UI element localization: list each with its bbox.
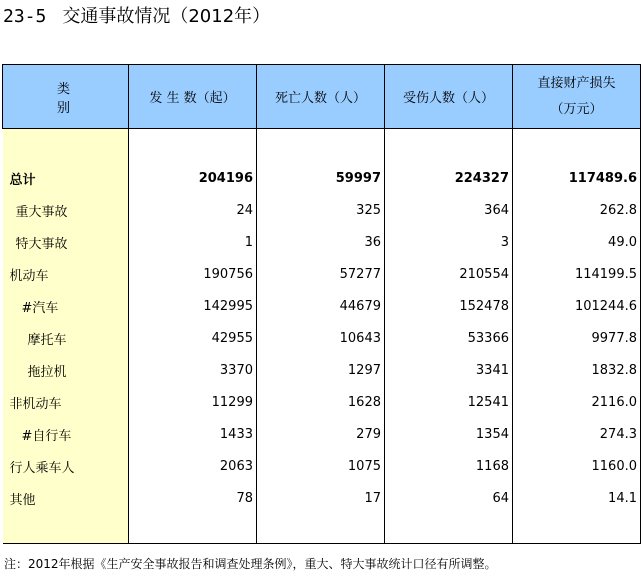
cell-injured: 1354: [385, 418, 513, 450]
row-label: 行人乘车人: [3, 450, 129, 482]
row-label: 重大事故: [3, 194, 129, 226]
cell-incidents: 1433: [129, 418, 257, 450]
page-title: [3, 4, 270, 30]
cell-injured: 210554: [385, 258, 513, 290]
cell-incidents: 11299: [129, 386, 257, 418]
cell-loss: 101244.6: [513, 290, 641, 322]
cell-loss: 1160.0: [513, 450, 641, 482]
cell-deaths: 10643: [257, 322, 385, 354]
cell-injured: 224327: [385, 162, 513, 194]
cell-loss: 114199.5: [513, 258, 641, 290]
cell-injured: 364: [385, 194, 513, 226]
cell-deaths: 59997: [257, 162, 385, 194]
cell-loss: 117489.6: [513, 162, 641, 194]
table-row: [3, 162, 641, 194]
cell-deaths: 279: [257, 418, 385, 450]
cell-deaths: 44679: [257, 290, 385, 322]
header-incidents: 发 生 数（起）: [129, 65, 257, 129]
cell-deaths: 1075: [257, 450, 385, 482]
cell-injured: 152478: [385, 290, 513, 322]
table-row: [3, 450, 641, 482]
cell-injured: 3341: [385, 354, 513, 386]
cell-deaths: 325: [257, 194, 385, 226]
table-row: [3, 322, 641, 354]
header-loss-line2: （万元）: [550, 101, 603, 117]
table-row: [3, 354, 641, 386]
row-label: 机动车: [3, 258, 129, 290]
cell-incidents: 78: [129, 482, 257, 514]
cell-injured: 53366: [385, 322, 513, 354]
cell-incidents: 142995: [129, 290, 257, 322]
row-label: 总计: [3, 162, 129, 194]
table-title: 交通事故情况（2012年）: [62, 6, 271, 27]
cell-incidents: 190756: [129, 258, 257, 290]
cell-incidents: 3370: [129, 354, 257, 386]
spacer-row: [3, 129, 641, 163]
cell-deaths: 36: [257, 226, 385, 258]
cell-loss: 1832.8: [513, 354, 641, 386]
row-label: 非机动车: [3, 386, 129, 418]
table-row: [3, 418, 641, 450]
cell-loss: 2116.0: [513, 386, 641, 418]
cell-incidents: 1: [129, 226, 257, 258]
traffic-accident-table: [2, 64, 641, 544]
cell-deaths: 57277: [257, 258, 385, 290]
table-row: [3, 482, 641, 514]
header-loss: [513, 65, 641, 129]
cell-injured: 64: [385, 482, 513, 514]
table-row: [3, 290, 641, 322]
cell-injured: 1168: [385, 450, 513, 482]
row-label: 拖拉机: [3, 354, 129, 386]
cell-loss: 262.8: [513, 194, 641, 226]
header-category: 类 别: [3, 65, 129, 129]
header-loss-line1: 直接财产损失: [537, 75, 616, 91]
table-row: [3, 194, 641, 226]
cell-deaths: 17: [257, 482, 385, 514]
header-row: [3, 65, 641, 129]
row-label: 摩托车: [3, 322, 129, 354]
cell-incidents: 42955: [129, 322, 257, 354]
cell-loss: 274.3: [513, 418, 641, 450]
cell-incidents: 2063: [129, 450, 257, 482]
cell-incidents: 24: [129, 194, 257, 226]
cell-loss: 49.0: [513, 226, 641, 258]
cell-deaths: 1297: [257, 354, 385, 386]
spacer-row: [3, 514, 641, 544]
row-label: 其他: [3, 482, 129, 514]
row-label: #汽车: [3, 290, 129, 322]
table-number: 23-5: [3, 6, 47, 27]
cell-injured: 3: [385, 226, 513, 258]
cell-loss: 14.1: [513, 482, 641, 514]
row-label: #自行车: [3, 418, 129, 450]
footnote: 注：2012年根据《生产安全事故报告和调查处理条例》，重大、特大事故统计口径有所调整。: [4, 557, 497, 571]
cell-deaths: 1628: [257, 386, 385, 418]
table-row: [3, 258, 641, 290]
header-deaths: 死亡人数（人）: [257, 65, 385, 129]
table-row: [3, 226, 641, 258]
cell-injured: 12541: [385, 386, 513, 418]
cell-loss: 9977.8: [513, 322, 641, 354]
header-injured: 受伤人数（人）: [385, 65, 513, 129]
table-row: [3, 386, 641, 418]
row-label: 特大事故: [3, 226, 129, 258]
cell-incidents: 204196: [129, 162, 257, 194]
